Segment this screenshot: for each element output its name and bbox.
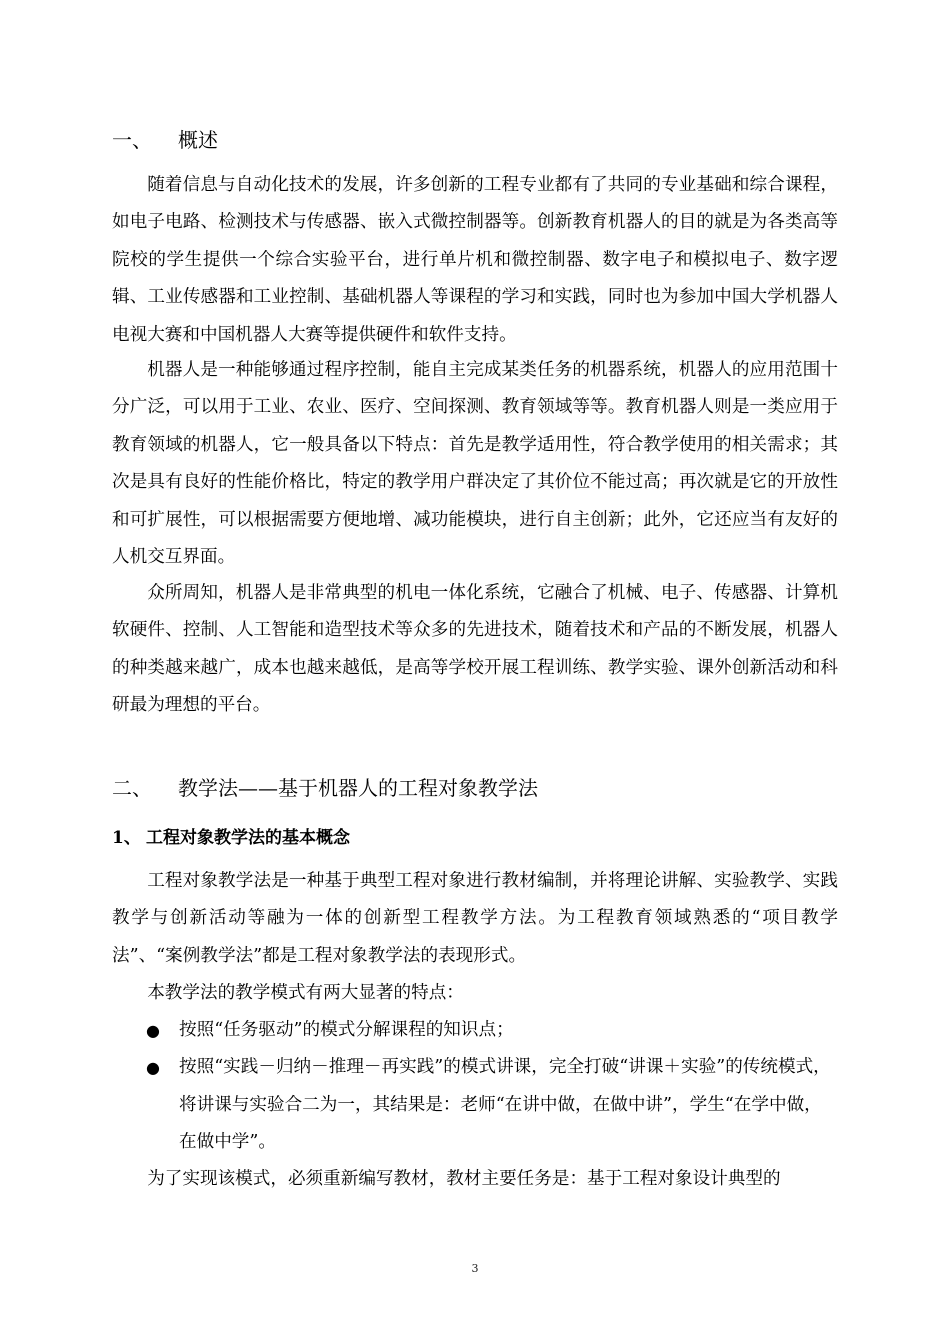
subsection-1-number: 1、 (112, 828, 141, 848)
bullet-text: 按照“实践－归纳－推理－再实践”的模式讲课，完全打破“讲课＋实验”的传统模式，将讲课与实验合二为一，其结果是：老师“在讲中做，在做中讲”，学生“在学中做，在做中学”。 (179, 1057, 831, 1153)
subsection-1-heading (112, 826, 350, 850)
bullet-item (112, 1049, 838, 1161)
section-1-paragraph-3: 众所周知，机器人是非常典型的机电一体化系统，它融合了机械、电子、传感器、计算机软硬件、控制、人工智能和造型技术等众多的先进技术，随着技术和产品的不断发展，机器人的种类越来越广，成本也越来越低，是高等学校开展工程训练、教学实验、课外创新活动和科研最为理想的平台。 (112, 583, 838, 716)
section-1-number: 一、 (112, 128, 152, 152)
subsection-1-title: 工程对象教学法的基本概念 (146, 828, 350, 848)
bullet-text: 按照“任务驱动”的模式分解课程的知识点； (179, 1020, 514, 1040)
subsection-1-paragraph-3: 为了实现该模式，必须重新编写教材，教材主要任务是：基于工程对象设计典型的 (147, 1169, 781, 1189)
section-2-number: 二、 (112, 776, 152, 800)
subsection-1-paragraph-2: 本教学法的教学模式有两大显著的特点： (147, 983, 464, 1003)
feature-bullet-list (112, 1012, 838, 1162)
bullet-dot-icon: ● (146, 1021, 160, 1040)
page-number: 3 (471, 1262, 479, 1275)
subsection-1-paragraph-1: 工程对象教学法是一种基于典型工程对象进行教材编制，并将理论讲解、实验教学、实践教学与创新活动等融为一体的创新型工程教学方法。为工程教育领域熟悉的“项目教学法”、“案例教学法”都是工程对象教学法的表现形式。 (112, 871, 838, 966)
section-1-title: 概述 (178, 128, 218, 152)
bullet-dot-icon: ● (146, 1058, 160, 1078)
bullet-item (112, 1012, 838, 1049)
section-2-title: 教学法——基于机器人的工程对象教学法 (178, 776, 538, 800)
section-1-paragraph-1: 随着信息与自动化技术的发展，许多创新的工程专业都有了共同的专业基础和综合课程，如电子电路、检测技术与传感器、嵌入式微控制器等。创新教育机器人的目的就是为各类高等院校的学生提供一个综合实验平台，进行单片机和微控制器、数字电子和模拟电子、数字逻辑、工业传感器和工业控制、基础机器人等课程的学习和实践，同时也为参加中国大学机器人电视大赛和中国机器人大赛等提供硬件和软件支持。 (112, 175, 838, 345)
section-1-heading (112, 126, 218, 154)
section-1-paragraph-2: 机器人是一种能够通过程序控制，能自主完成某类任务的机器系统，机器人的应用范围十分广泛，可以用于工业、农业、医疗、空间探测、教育领域等等。教育机器人则是一类应用于教育领域的机器人，它一般具备以下特点：首先是教学适用性，符合教学使用的相关需求；其次是具有良好的性能价格比，特定的教学用户群决定了其价位不能过高；再次就是它的开放性和可扩展性，可以根据需要方便地增、减功能模块，进行自主创新；此外，它还应当有友好的人机交互界面。 (112, 360, 838, 568)
section-2-heading (112, 774, 538, 802)
